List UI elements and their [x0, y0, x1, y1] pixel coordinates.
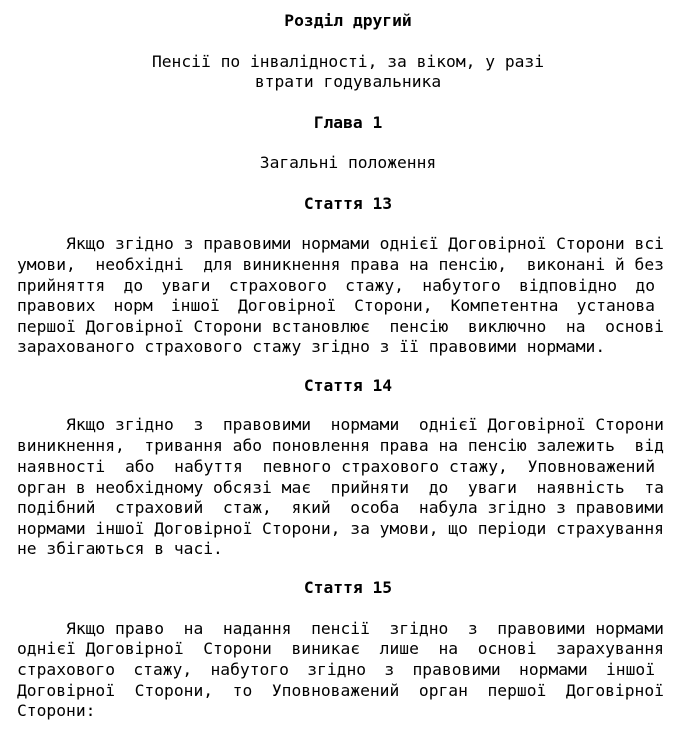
chapter-title: Глава 1 [313, 113, 383, 132]
article-15-line: однієї Договірної Сторони виникає лише на основі зарахування [17, 639, 664, 658]
article-14-line: виникнення, тривання або поновлення права на пенсію залежить від [17, 436, 664, 455]
article-13-line: Якщо згідно з правовими нормами однієї Договірної Сторони всі [17, 234, 664, 253]
chapter-subtitle: Загальні положення [259, 153, 437, 172]
section-title: Розділ другий [284, 11, 412, 30]
article-15-line: Договірної Сторони, то Уповноважений орган першої Договірної [17, 681, 664, 700]
section-subtitle-line-1: Пенсії по інвалідності, за віком, у разі [151, 52, 545, 71]
article-13-line: прийняття до уваги страхового стажу, набутого відповідно до [17, 276, 655, 295]
article-15-line: Якщо право на надання пенсії згідно з правовими нормами [17, 619, 664, 638]
article-13-line: першої Договірної Сторони встановлює пенсію виключно на основі [17, 317, 664, 336]
article-15-line: Сторони: [17, 701, 96, 720]
article-15-line: страхового стажу, набутого згідно з правовими нормами іншої [17, 660, 655, 679]
article-14-line: не збігаються в часі. [17, 539, 223, 558]
article-14-line: Якщо згідно з правовими нормами однієї Договірної Сторони [17, 415, 664, 434]
article-13-line: зарахованого страхового стажу згідно з її правовими нормами. [17, 337, 606, 356]
article-14-line: наявності або набуття певного страхового стажу, Уповноважений [17, 457, 655, 476]
article-14-line: нормами іншої Договірної Сторони, за умови, що періоди страхування [17, 519, 664, 538]
article-14-title: Стаття 14 [303, 376, 393, 395]
article-15-title: Стаття 15 [303, 578, 393, 597]
article-14-line: орган в необхідному обсязі має прийняти до уваги наявність та [17, 478, 664, 497]
article-14-line: подібний страховий стаж, який особа набула згідно з правовими [17, 498, 664, 517]
section-subtitle-line-2: втрати годувальника [254, 72, 442, 91]
article-13-line: правових норм іншої Договірної Сторони, Компетентна установа [17, 296, 655, 315]
article-13-line: умови, необхідні для виникнення права на пенсію, виконані й без [17, 255, 664, 274]
article-13-title: Стаття 13 [303, 194, 393, 213]
